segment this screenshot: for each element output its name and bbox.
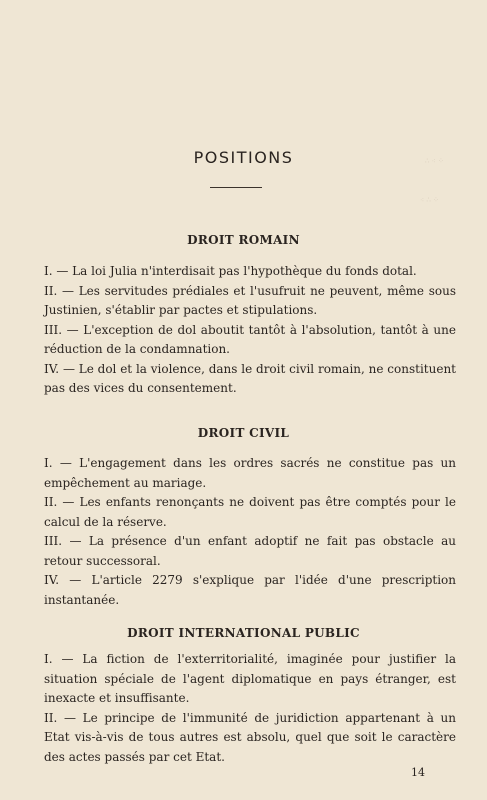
position-item: I. — L'engagement dans les ordres sacrés ne constitue pas un empêchement au mariage. [44, 456, 456, 490]
position-item: III. — L'exception de dol aboutit tantôt à l'absolution, tantôt à une réduction de la condamnation. [44, 322, 456, 356]
section-body-droit-romain [44, 262, 456, 399]
page-number: 14 [411, 766, 425, 779]
position-item: I. — La loi Julia n'interdisait pas l'hypothèque du fonds dotal. [44, 264, 417, 278]
section-heading-droit-romain: DROIT ROMAIN [187, 233, 300, 247]
faded-smudge: ⁖ ∴ ⁘ [420, 196, 439, 204]
section-body-droit-civil [44, 454, 456, 610]
position-item: IV. — Le dol et la violence, dans le droit civil romain, ne constituent pas des vices du consentement. [44, 361, 456, 395]
section-body-droit-international-public [44, 650, 456, 767]
position-item: II. — Les enfants renonçants ne doivent pas être comptés pour le calcul de la réserve. [44, 495, 456, 529]
position-item: IV. — L'article 2279 s'explique par l'idée d'une prescription instantanée. [44, 573, 456, 607]
section-heading-droit-international-public: DROIT INTERNATIONAL PUBLIC [127, 626, 360, 640]
position-item: I. — La fiction de l'exterritorialité, imaginée pour justifier la situation spéciale de l'agent diplomatique en pays étranger, est inexacte et insuffisante. [44, 652, 456, 705]
position-item: II. — Les servitudes prédiales et l'usufruit ne peuvent, même sous Justinien, s'établir par pactes et stipulations. [44, 283, 456, 317]
position-item: III. — La présence d'un enfant adoptif ne fait pas obstacle au retour successoral. [44, 534, 456, 568]
position-item: II. — Le principe de l'immunité de juridiction appartenant à un Etat vis-à-vis de tous autres est absolu, quel que soit le caractère des actes passés par cet Etat. [44, 710, 456, 764]
title-rule [210, 187, 262, 188]
faded-smudge: ∴ ⁖ ⁘ [425, 157, 444, 165]
page-title: POSITIONS [193, 148, 294, 167]
section-heading-droit-civil: DROIT CIVIL [197, 426, 290, 440]
